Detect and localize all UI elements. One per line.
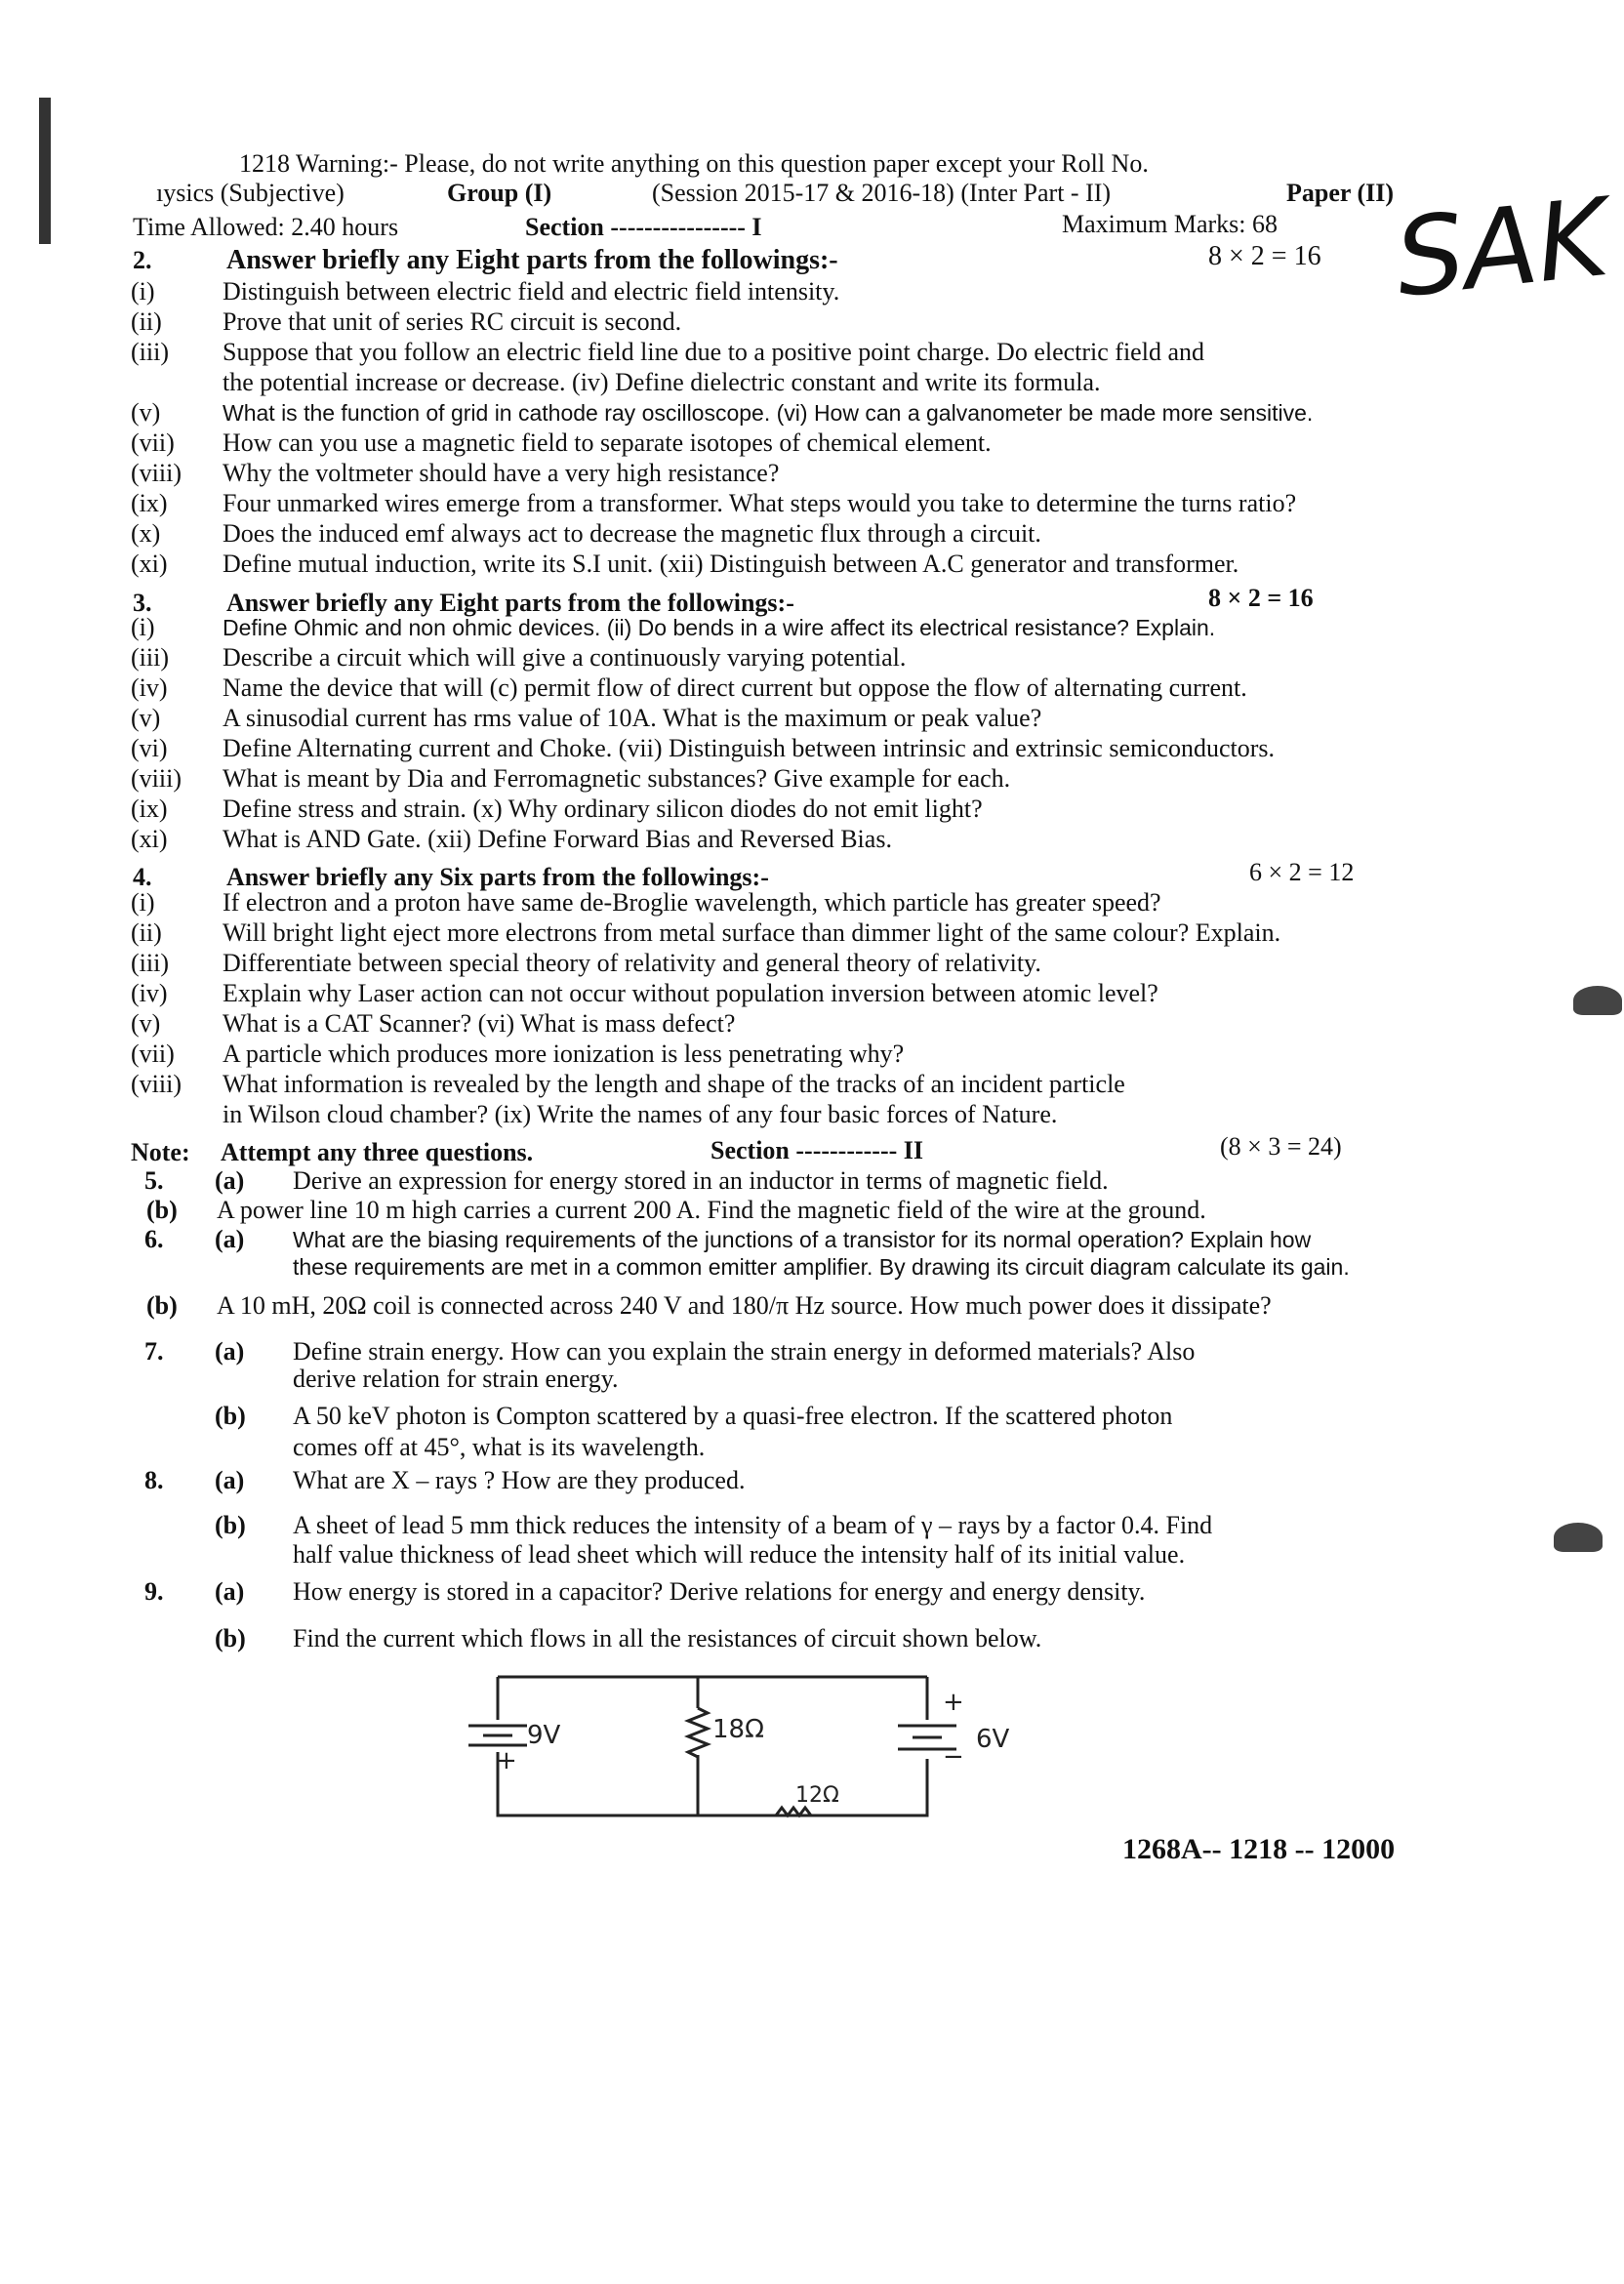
part-number: (i)	[131, 613, 155, 641]
question-text: Differentiate between special theory of relativity and general theory of relativity.	[223, 949, 1041, 977]
question-text: Define stress and strain. (x) Why ordinary silicon diodes do not emit light?	[223, 795, 983, 823]
question-text: the potential increase or decrease. (iv) Define dielectric constant and write its formula.	[223, 368, 1101, 396]
part-number: (ii)	[131, 918, 162, 947]
question-text: half value thickness of lead sheet which will reduce the intensity half of its initial value.	[293, 1540, 1186, 1569]
part-number: (a)	[215, 1337, 245, 1366]
question-text: Suppose that you follow an electric field line due to a positive point charge. Do electric field and	[223, 338, 1204, 366]
question-marks: 8 × 2 = 16	[1208, 241, 1321, 271]
question-marks: 8 × 2 = 16	[1208, 584, 1314, 612]
question-text: What are the biasing requirements of the junctions of a transistor for its normal operation? Explain how	[293, 1227, 1312, 1252]
question-text: What is AND Gate. (xii) Define Forward Bias and Reversed Bias.	[223, 825, 892, 853]
part-number: (ii)	[131, 307, 162, 336]
part-number: (vii)	[131, 1040, 175, 1068]
polarity-sign: +	[943, 1688, 964, 1717]
question-heading: Answer briefly any Eight parts from the followings:-	[226, 245, 838, 275]
resistor-symbol	[688, 1708, 708, 1757]
part-number: (a)	[215, 1466, 245, 1494]
question-number: 5.	[144, 1166, 164, 1195]
question-text: Find the current which flows in all the resistances of circuit shown below.	[293, 1624, 1042, 1652]
question-text: What is meant by Dia and Ferromagnetic substances? Give example for each.	[223, 764, 1011, 793]
part-number: (vii)	[131, 428, 175, 457]
question-text: Why the voltmeter should have a very high resistance?	[223, 459, 780, 487]
question-text: A sinusodial current has rms value of 10A. What is the maximum or peak value?	[223, 704, 1042, 732]
resistor-label: 12Ω	[795, 1783, 839, 1808]
part-number: (iii)	[131, 949, 169, 977]
question-text: Four unmarked wires emerge from a transformer. What steps would you take to determine the turns ratio?	[223, 489, 1297, 517]
max-marks: Maximum Marks: 68	[1062, 210, 1278, 238]
question-number: 9.	[144, 1577, 164, 1606]
part-number: (a)	[215, 1225, 245, 1253]
question-number: 2.	[133, 246, 152, 274]
question-heading: Answer briefly any Six parts from the followings:-	[226, 863, 769, 891]
note-text: Attempt any three questions.	[221, 1138, 534, 1166]
part-number: (x)	[131, 519, 161, 548]
part-number: (xi)	[131, 550, 168, 578]
part-number: (v)	[131, 398, 161, 427]
question-text: Define Alternating current and Choke. (vii) Distinguish between intrinsic and extrinsic semiconductors.	[223, 734, 1276, 762]
section-marks: (8 × 3 = 24)	[1220, 1132, 1342, 1161]
question-text: A power line 10 m high carries a current 200 A. Find the magnetic field of the wire at the ground.	[217, 1196, 1206, 1224]
question-text: Define strain energy. How can you explain the strain energy in deformed materials? Also	[293, 1337, 1196, 1366]
paper-label: Paper (II)	[1286, 179, 1395, 207]
part-number: (viii)	[131, 764, 182, 793]
question-text: derive relation for strain energy.	[293, 1365, 619, 1393]
part-number: (b)	[215, 1402, 246, 1430]
polarity-sign: +	[496, 1746, 517, 1775]
question-text: Derive an expression for energy stored in an inductor in terms of magnetic field.	[293, 1166, 1109, 1195]
question-text: Name the device that will (c) permit flow of direct current but oppose the flow of alternating current.	[223, 673, 1247, 702]
question-number: 7.	[144, 1337, 164, 1366]
question-heading: Answer briefly any Eight parts from the followings:-	[226, 589, 794, 617]
question-text: Explain why Laser action can not occur without population inversion between atomic level?	[223, 979, 1158, 1007]
scan-artifact	[39, 98, 51, 244]
part-number: (viii)	[131, 459, 182, 487]
part-number: (iii)	[131, 338, 169, 366]
question-text: What information is revealed by the length and shape of the tracks of an incident particle	[223, 1070, 1125, 1098]
question-number: 6.	[144, 1225, 164, 1253]
circuit-diagram	[449, 1669, 1010, 1835]
part-number: (iv)	[131, 979, 168, 1007]
footer-code: 1268A-- 1218 -- 12000	[1122, 1833, 1396, 1865]
note-label: Note:	[131, 1138, 190, 1166]
question-text: A sheet of lead 5 mm thick reduces the intensity of a beam of γ – rays by a factor 0.4. Find	[293, 1511, 1213, 1539]
part-number: (a)	[215, 1577, 245, 1606]
time-allowed: Time Allowed: 2.40 hours	[133, 213, 399, 241]
question-text: A 10 mH, 20Ω coil is connected across 240 V and 180/π Hz source. How much power does it dissipate?	[217, 1291, 1272, 1320]
part-number: (vi)	[131, 734, 168, 762]
part-number: (b)	[215, 1511, 246, 1539]
question-text: Define mutual induction, write its S.I unit. (xii) Distinguish between A.C generator and transformer.	[223, 550, 1239, 578]
question-text: If electron and a proton have same de-Broglie wavelength, which particle has greater speed?	[223, 888, 1161, 917]
polarity-sign: −	[943, 1742, 964, 1772]
battery-label: 9V	[527, 1721, 561, 1750]
part-number: (ix)	[131, 795, 168, 823]
part-number: (ix)	[131, 489, 168, 517]
question-text: Distinguish between electric field and electric field intensity.	[223, 277, 840, 306]
handwritten-initials: SAK	[1389, 174, 1614, 322]
section-heading: Section ------------ II	[710, 1136, 924, 1164]
question-text: Describe a circuit which will give a continuously varying potential.	[223, 643, 907, 672]
part-number: (a)	[215, 1166, 245, 1195]
scan-artifact	[1573, 986, 1622, 1015]
part-number: (i)	[131, 888, 155, 917]
part-number: (v)	[131, 1009, 161, 1038]
question-text: Will bright light eject more electrons from metal surface than dimmer light of the same colour? Explain.	[223, 918, 1281, 947]
question-text: How can you use a magnetic field to separate isotopes of chemical element.	[223, 428, 992, 457]
section-heading: Section ---------------- I	[525, 213, 762, 241]
part-number: (v)	[131, 704, 161, 732]
question-number: (b)	[146, 1291, 178, 1320]
part-number: (i)	[131, 277, 155, 306]
question-number: 3.	[133, 589, 152, 617]
question-text: What is the function of grid in cathode ray oscilloscope. (vi) How can a galvanometer be made more sensitive.	[223, 400, 1314, 426]
part-number: (b)	[215, 1624, 246, 1652]
question-number: 4.	[133, 863, 152, 891]
group-label: Group (I)	[447, 179, 552, 207]
part-number: (viii)	[131, 1070, 182, 1098]
question-text: these requirements are met in a common emitter amplifier. By drawing its circuit diagram calculate its gain.	[293, 1254, 1350, 1280]
question-text: What are X – rays ? How are they produced.	[293, 1466, 746, 1494]
battery-label: 6V	[976, 1725, 1010, 1754]
part-number: (iv)	[131, 673, 168, 702]
subject-label: ıysics (Subjective)	[156, 179, 345, 207]
scan-artifact	[1554, 1523, 1603, 1552]
question-number: 8.	[144, 1466, 164, 1494]
question-text: Prove that unit of series RC circuit is second.	[223, 307, 682, 336]
question-text: What is a CAT Scanner? (vi) What is mass defect?	[223, 1009, 736, 1038]
question-marks: 6 × 2 = 12	[1249, 858, 1355, 886]
question-number: (b)	[146, 1196, 178, 1224]
warning-line: 1218 Warning:- Please, do not write anything on this question paper except your Roll No.	[239, 149, 1149, 178]
circuit-wire	[498, 1752, 927, 1815]
session-label: (Session 2015-17 & 2016-18) (Inter Part - II)	[652, 179, 1112, 207]
question-text: in Wilson cloud chamber? (ix) Write the names of any four basic forces of Nature.	[223, 1100, 1058, 1128]
question-text: Define Ohmic and non ohmic devices. (ii) Do bends in a wire affect its electrical resistance? Explain.	[223, 615, 1216, 640]
resistor-label: 18Ω	[712, 1715, 764, 1744]
part-number: (xi)	[131, 825, 168, 853]
question-text: comes off at 45°, what is its wavelength.	[293, 1433, 706, 1461]
question-text: How energy is stored in a capacitor? Derive relations for energy and energy density.	[293, 1577, 1146, 1606]
question-text: A 50 keV photon is Compton scattered by a quasi-free electron. If the scattered photon	[293, 1402, 1173, 1430]
part-number: (iii)	[131, 643, 169, 672]
question-text: A particle which produces more ionization is less penetrating why?	[223, 1040, 905, 1068]
question-text: Does the induced emf always act to decrease the magnetic flux through a circuit.	[223, 519, 1041, 548]
